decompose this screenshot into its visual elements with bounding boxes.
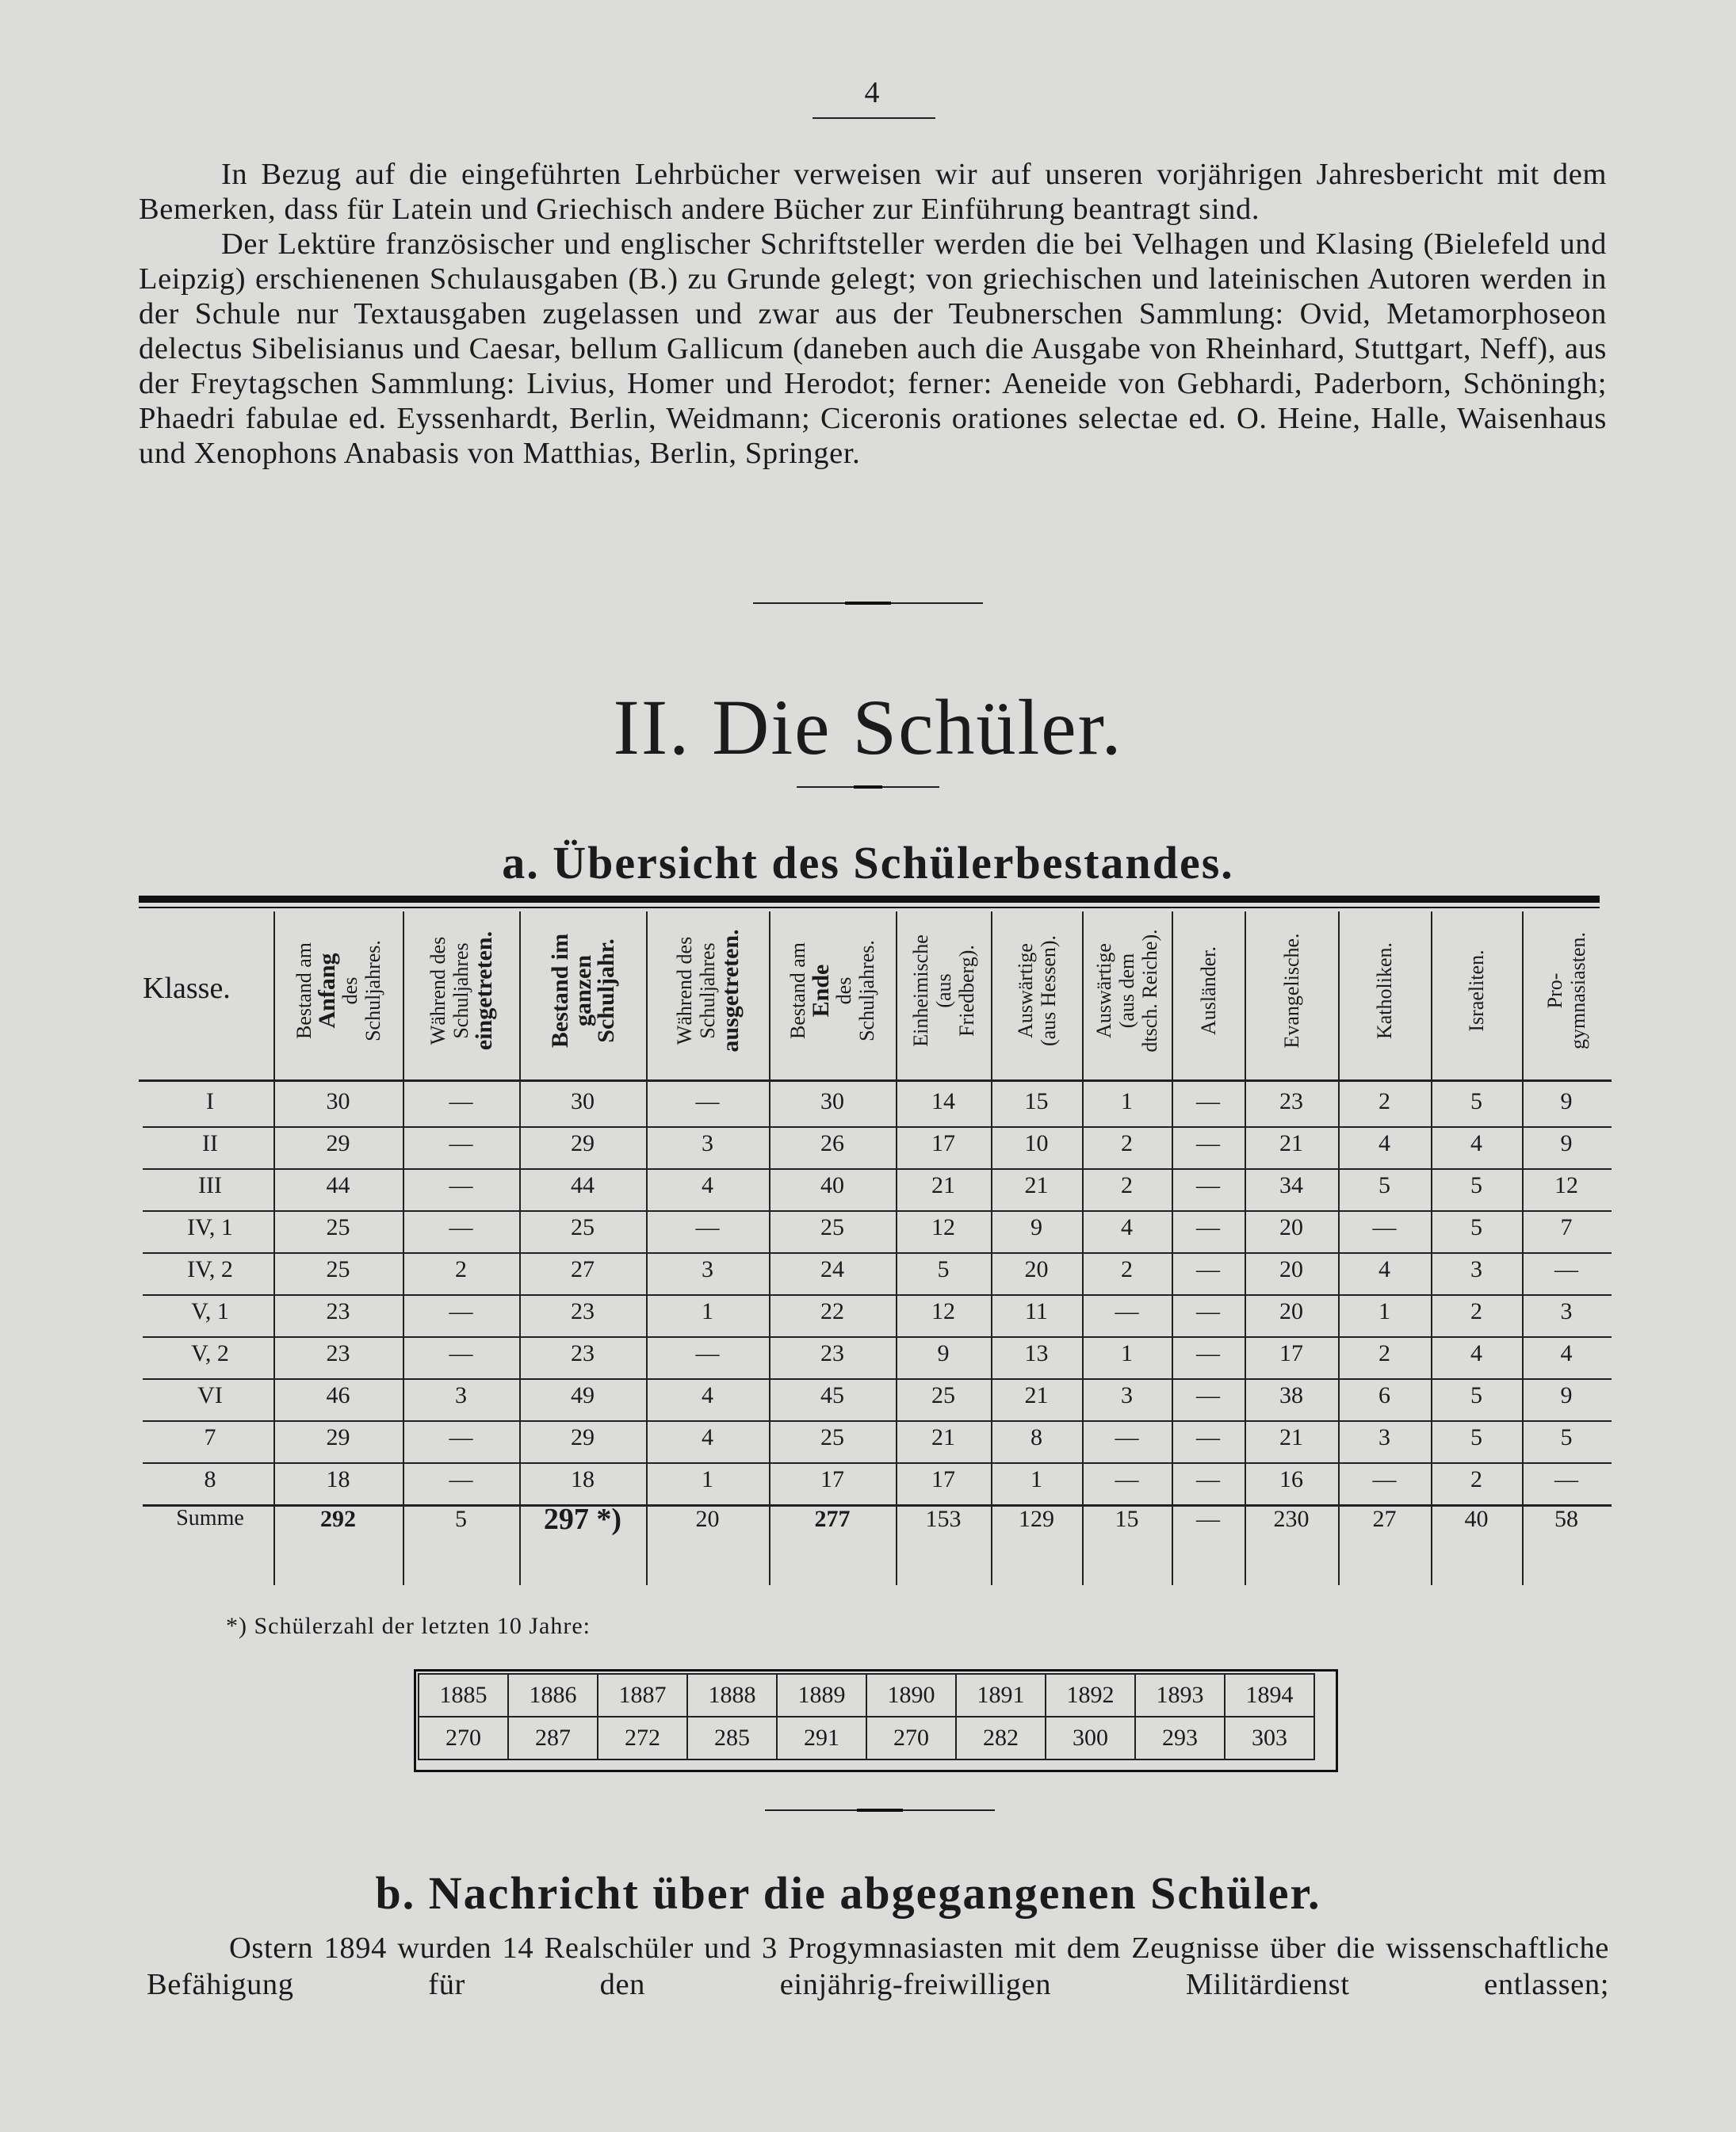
column-header-line: Bestand am [786,942,809,1040]
year-cell: 1889 [777,1674,866,1717]
table-cell: 18 [571,1466,595,1492]
table-cell: 4 [702,1424,713,1450]
intro-paragraph-2: Der Lektüre französischer und englischer Schriftsteller werden die bei Velhagen und Klasing (Bielefeld und Leipzig) erschienenen Schulausgaben (B.) zu Grunde gelegt; von griechischen und lateinischen Autoren werden in der Schule nur Textausgaben zugelassen und zwar aus der Teubnerschen Sammlung: Ovid, Metamorphoseon delectus Sibelisianus und Caesar, bellum Gallicum (daneben auch die Ausgabe von Rheinhard, Stuttgart, Neff), aus der Freytagschen Sammlung: Livius, Homer und Herodot; ferner: Aeneide von Gebhardi, Paderborn, Schöningh; Phaedri fabulae ed. Eyssenhardt, Berlin, Weidmann; Ciceronis orationes selectae ed. O. Heine, Halle, Waisenhaus und Xenophons Anabasis von Matthias, Berlin, Springer. [139,227,1607,470]
table-cell: 21 [1279,1424,1303,1450]
table-cell: 44 [326,1172,350,1198]
count-cell: 287 [508,1717,598,1759]
count-cell: 291 [777,1717,866,1759]
column-header-line: (aus dem [1115,953,1138,1029]
column-header [909,915,978,1066]
count-cell: 270 [866,1717,956,1759]
summe-cell: 129 [1019,1506,1054,1532]
column-header-line: Schuljahres [449,942,472,1039]
table-cell: 29 [571,1424,595,1450]
table-cell: 12 [931,1298,955,1324]
column-header-line: Schuljahres. [855,940,878,1041]
year-cell: 1892 [1046,1674,1135,1717]
table-cell: — [1115,1466,1139,1492]
table-cell: — [449,1340,473,1366]
table-cell: 29 [571,1130,595,1156]
summe-cell: 40 [1464,1506,1489,1532]
table-cell: 30 [571,1088,595,1114]
column-header-line: Auswärtige [1013,943,1037,1038]
column-header [293,915,384,1066]
outro-text [147,1930,1609,2003]
column-header [1197,915,1220,1066]
column-header-line: Während des [673,936,696,1045]
table-cell: 4 [1378,1130,1390,1156]
table-cell: 4 [1470,1130,1482,1156]
year-cell: 1887 [598,1674,687,1717]
table-cell: 17 [931,1466,955,1492]
table-cell: 44 [571,1172,595,1198]
table-cell: 25 [326,1256,350,1282]
table-cell: 7 [1560,1214,1573,1240]
column-header-line: Ende [808,964,834,1018]
table-cell: 5 [1470,1214,1482,1240]
table-cell: 30 [326,1088,350,1114]
page-number: 4 [864,76,880,109]
table-cell: 5 [1378,1172,1390,1198]
table-cell: 1 [1031,1466,1042,1492]
table-cell: 1 [1121,1088,1133,1114]
outro-paragraph: Ostern 1894 wurden 14 Realschüler und 3 Progymnasiasten mit dem Zeugnisse über die wissenschaftliche Befähigung für den einjährig-freiwilligen Militärdienst entlassen; [147,1931,1609,2001]
table-cell: 20 [1024,1256,1049,1282]
table-cell: — [1196,1466,1220,1492]
table-cell: 14 [931,1088,955,1114]
table-cell: 3 [1560,1298,1573,1324]
table-cell: 3 [1121,1382,1133,1408]
table-cell: 24 [820,1256,844,1282]
years-table [418,1673,1315,1760]
table-cell: — [1554,1466,1578,1492]
column-header [1543,915,1589,1066]
table-cell: 17 [931,1130,955,1156]
table-cell: 23 [326,1298,350,1324]
table-cell: — [1196,1130,1220,1156]
table-cell: 30 [820,1088,844,1114]
column-header [673,915,742,1066]
column-header-line: Katholiken. [1373,942,1396,1040]
page-number-rule [813,117,935,119]
table-cell: 4 [702,1382,713,1408]
table-row-rule [143,1462,1612,1464]
table-cell: 26 [820,1130,844,1156]
table-cell: 18 [326,1466,350,1492]
table-cell: — [449,1424,473,1450]
column-header [1373,915,1396,1066]
count-cell: 285 [687,1717,777,1759]
row-klasse: IV, 2 [187,1256,233,1282]
summe-cell: 15 [1115,1506,1139,1532]
table-row-rule [143,1378,1612,1380]
column-header [1092,915,1161,1066]
table-cell: 21 [931,1424,955,1450]
table-cell: 45 [820,1382,844,1408]
table-cell: — [1554,1256,1578,1282]
column-header-line: ausgetreten. [717,929,744,1053]
column-header [1014,915,1060,1066]
table-cell: 9 [1560,1088,1573,1114]
table-cell: 27 [571,1256,595,1282]
table-cell: 3 [1378,1424,1390,1450]
table-cell: 9 [1560,1130,1573,1156]
table-row-rule [143,1336,1612,1338]
summe-cell: 292 [320,1506,356,1532]
table-cell: 2 [1121,1130,1133,1156]
summe-cell: 58 [1554,1506,1578,1532]
table-cell: 5 [1470,1172,1482,1198]
table-cell: 4 [1378,1256,1390,1282]
table-cell: 17 [820,1466,844,1492]
table-cell: 9 [1560,1382,1573,1408]
table-cell: 23 [571,1340,595,1366]
subsection-title-b: b. Nachricht über die abgegangenen Schüler. [375,1867,1321,1919]
table-cell: 23 [571,1298,595,1324]
table-cell: 29 [326,1130,350,1156]
table-cell: 5 [1470,1424,1482,1450]
row-klasse: II [202,1130,218,1156]
years-row [419,1674,1314,1717]
table-cell: — [1196,1172,1220,1198]
table-cell: 25 [571,1214,595,1240]
year-cell: 1886 [508,1674,598,1717]
column-header [546,915,619,1066]
column-header-line: Friedberg). [954,945,978,1037]
table-row-rule [143,1168,1612,1170]
column-header [426,915,495,1066]
table-cell: — [1196,1298,1220,1324]
table-cell: 49 [571,1382,595,1408]
table-cell: 2 [1470,1466,1482,1492]
table-cell: 4 [702,1172,713,1198]
table-cell: — [449,1466,473,1492]
summe-cell: 5 [455,1506,467,1532]
table-cell: 4 [1470,1340,1482,1366]
column-header [1465,915,1488,1066]
table-cell: 21 [931,1172,955,1198]
table-cell: 15 [1024,1088,1049,1114]
table-cell: 2 [1121,1172,1133,1198]
column-header-line: Schuljahr. [592,938,619,1043]
column-header [1280,915,1303,1066]
count-cell: 303 [1225,1717,1314,1759]
subsection-title-a: a. Übersicht des Schülerbestandes. [502,837,1234,888]
table-cell: 4 [1121,1214,1133,1240]
table-cell: 20 [1279,1214,1303,1240]
table-cell: 9 [937,1340,950,1366]
column-header-line: des [832,976,855,1005]
table-cell: 8 [1031,1424,1042,1450]
table-cell: — [1196,1340,1220,1366]
row-klasse: V, 1 [191,1298,229,1324]
table-cell: 25 [326,1214,350,1240]
intro-text [139,157,1607,471]
table-cell: 40 [820,1172,844,1198]
table-cell: 34 [1279,1172,1303,1198]
summe-cell: 277 [814,1506,851,1532]
count-cell: 300 [1046,1717,1135,1759]
table-cell: 12 [1554,1172,1578,1198]
table-cell: 5 [1470,1382,1482,1408]
table-cell: 13 [1024,1340,1049,1366]
column-header-line: gymnasiasten. [1566,931,1589,1050]
count-cell: 272 [598,1717,687,1759]
column-header-line: (aus [931,973,955,1008]
separator-rule [765,1809,995,1811]
row-klasse: 7 [204,1424,216,1450]
summe-cell: 27 [1372,1506,1397,1532]
column-header-line: Israeliten. [1465,949,1488,1032]
table-cell: — [1196,1424,1220,1450]
table-cell: 12 [931,1214,955,1240]
row-klasse: III [198,1172,222,1198]
column-header-line: des [338,976,361,1005]
table-cell: 21 [1279,1130,1303,1156]
table-top-rule [139,896,1600,903]
column-header-line: Auswärtige [1092,943,1115,1038]
table-cell: 25 [820,1214,844,1240]
table-cell: 25 [931,1382,955,1408]
table-cell: 2 [1470,1298,1482,1324]
summe-cell: 20 [695,1506,720,1532]
table-cell: 2 [1378,1088,1390,1114]
table-cell: 10 [1024,1130,1049,1156]
column-header-line: Schuljahres. [361,940,384,1041]
table-cell: 23 [326,1340,350,1366]
table-cell: — [449,1298,473,1324]
summe-label: Summe [176,1506,244,1530]
table-cell: 5 [937,1256,950,1282]
column-header-line: Während des [426,936,449,1045]
table-cell: — [449,1172,473,1198]
column-header-line: Bestand am [292,942,315,1040]
column-header-line: Bestand im [546,933,573,1049]
summe-cell: 153 [925,1506,962,1532]
column-header-line: ganzen [569,955,596,1026]
counts-row [419,1717,1314,1759]
table-cell: 1 [702,1298,713,1324]
column-header-line: Einheimische [908,934,932,1047]
separator-rule [753,602,983,604]
table-cell: 9 [1031,1214,1042,1240]
year-cell: 1894 [1225,1674,1314,1717]
table-cell: 38 [1279,1382,1303,1408]
table-cell: 1 [1378,1298,1390,1324]
table-cell: 5 [1470,1088,1482,1114]
column-header-line: (aus Hessen). [1036,934,1060,1047]
intro-paragraph-1: In Bezug auf die eingeführten Lehrbücher verweisen wir auf unseren vorjährigen Jahresbericht mit dem Bemerken, dass für Latein und Griechisch andere Bücher zur Einführung beantragt sind. [139,158,1607,226]
table-cell: 1 [1121,1340,1133,1366]
table-cell: 11 [1025,1298,1048,1324]
table-cell: 21 [1024,1172,1049,1198]
column-header-line: dtsch. Reiche). [1138,929,1161,1053]
row-klasse: 8 [204,1466,216,1492]
table-cell: — [449,1214,473,1240]
table-cell: 3 [702,1256,713,1282]
count-cell: 270 [419,1717,508,1759]
table-cell: — [1196,1088,1220,1114]
table-cell: 3 [455,1382,467,1408]
column-header-klasse: Klasse. [143,972,231,1005]
table-cell: 16 [1279,1466,1303,1492]
row-klasse: IV, 1 [187,1214,233,1240]
table-cell: — [449,1130,473,1156]
row-klasse: V, 2 [191,1340,229,1366]
row-klasse: VI [197,1382,223,1408]
table-cell: 20 [1279,1256,1303,1282]
year-cell: 1885 [419,1674,508,1717]
table-row-rule [143,1252,1612,1254]
table-cell: — [1196,1382,1220,1408]
table-cell: — [1196,1214,1220,1240]
table-cell: 23 [1279,1088,1303,1114]
table-cell: — [1115,1424,1139,1450]
table-cell: 4 [1560,1340,1573,1366]
column-header-line: Schuljahres [696,942,719,1039]
table-row-rule [143,1420,1612,1422]
table-cell: 3 [702,1130,713,1156]
table-row-rule [143,1126,1612,1128]
table-cell: 25 [820,1424,844,1450]
table-cell: 2 [1121,1256,1133,1282]
column-header [786,915,878,1066]
table-cell: — [695,1088,720,1114]
column-header-line: Evangelische. [1279,933,1303,1049]
column-header-line: Pro- [1543,972,1566,1009]
table-top-rule-thin [139,907,1600,908]
table-cell: 6 [1378,1382,1390,1408]
column-header-line: Anfang [313,953,340,1029]
table-cell: 46 [326,1382,350,1408]
row-klasse: I [206,1088,214,1114]
column-header-line: Ausländer. [1196,946,1220,1035]
table-cell: 1 [702,1466,713,1492]
table-cell: 2 [455,1256,467,1282]
table-cell: — [1196,1256,1220,1282]
summe-cell: 230 [1273,1506,1310,1532]
table-cell: — [1115,1298,1139,1324]
column-header-line: eingetreten. [471,930,497,1051]
table-header-rule [139,1079,1612,1082]
table-cell: — [695,1340,720,1366]
table-cell: 3 [1470,1256,1482,1282]
table-cell: 17 [1279,1340,1303,1366]
count-cell: 282 [956,1717,1046,1759]
table-cell: — [695,1214,720,1240]
footnote: *) Schülerzahl der letzten 10 Jahre: [226,1613,591,1639]
table-cell: 21 [1024,1382,1049,1408]
separator-rule [797,786,939,788]
year-cell: 1888 [687,1674,777,1717]
table-cell: 20 [1279,1298,1303,1324]
summe-cell: 297 *) [543,1503,622,1536]
section-title: II. Die Schüler. [613,683,1123,771]
table-cell: 29 [326,1424,350,1450]
table-row-rule [143,1294,1612,1296]
table-cell: 5 [1560,1424,1573,1450]
table-cell: 23 [820,1340,844,1366]
table-cell: — [1372,1466,1397,1492]
count-cell: 293 [1135,1717,1225,1759]
table-row-rule [143,1210,1612,1212]
table-cell: — [449,1088,473,1114]
table-cell: 22 [820,1298,844,1324]
table-cell: — [1372,1214,1397,1240]
table-cell: 2 [1378,1340,1390,1366]
summe-cell: — [1196,1506,1220,1532]
year-cell: 1890 [866,1674,956,1717]
year-cell: 1893 [1135,1674,1225,1717]
year-cell: 1891 [956,1674,1046,1717]
